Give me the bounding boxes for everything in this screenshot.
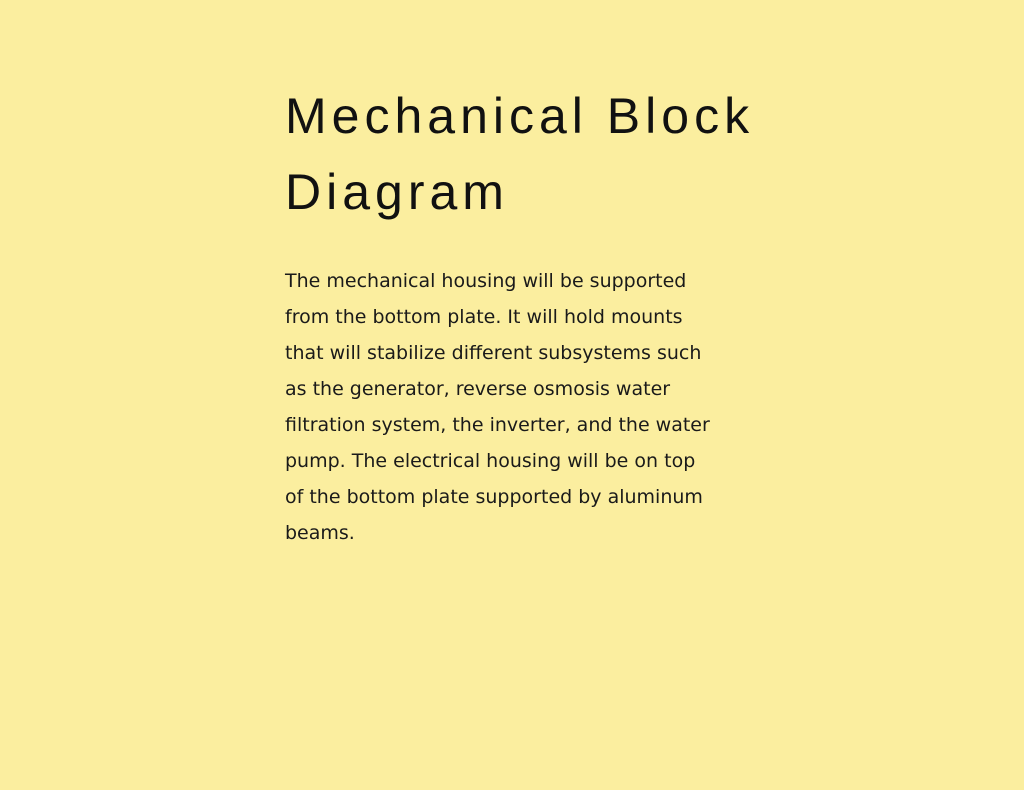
title-line: Mechanical Block (285, 88, 755, 144)
slide-body-text (285, 263, 805, 551)
body-line: beams. (285, 522, 355, 544)
body-line: of the bottom plate supported by aluminum (285, 486, 703, 508)
body-line: The mechanical housing will be supported (285, 270, 687, 292)
slide-title (285, 78, 925, 230)
body-line: from the bottom plate. It will hold mounts (285, 306, 683, 328)
body-line: as the generator, reverse osmosis water (285, 378, 671, 400)
title-line: Diagram (285, 164, 509, 220)
body-line: filtration system, the inverter, and the water (285, 414, 710, 436)
body-line: that will stabilize different subsystems such (285, 342, 702, 364)
body-line: pump. The electrical housing will be on top (285, 450, 696, 472)
